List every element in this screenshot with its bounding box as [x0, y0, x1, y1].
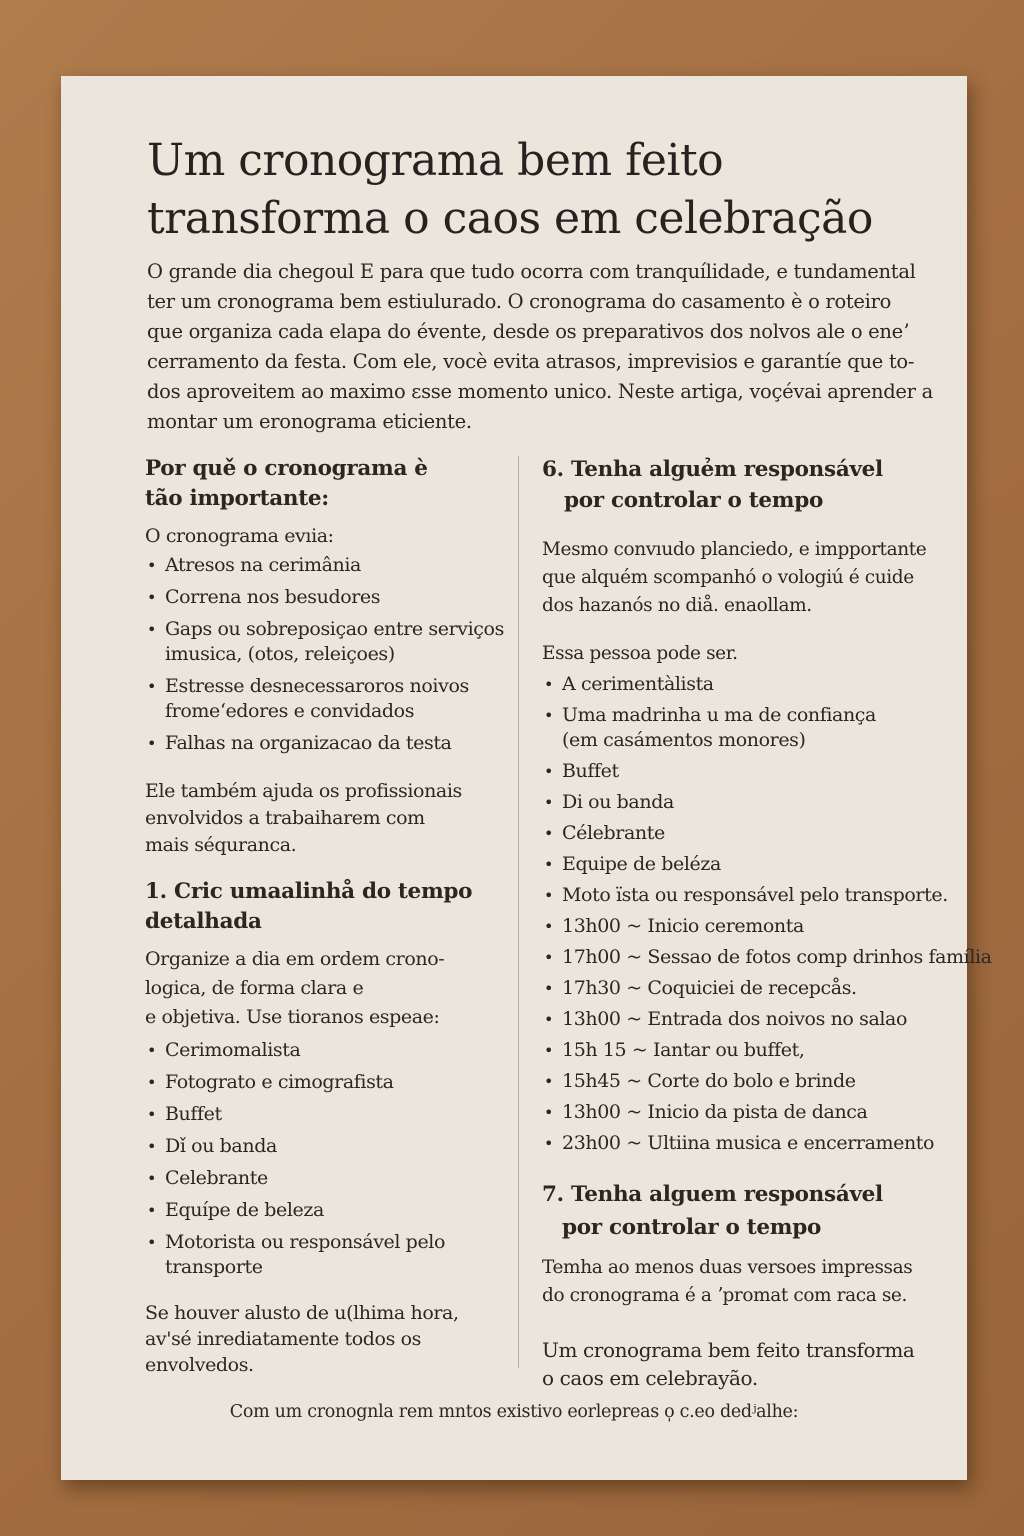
list-item: [145, 617, 505, 667]
timekeeper-schedule-list: [542, 672, 992, 1156]
list-item: [145, 1198, 505, 1223]
list-item: [542, 821, 942, 846]
paragraph-line: Mesmo convıudo planciedo, e impportante: [542, 539, 927, 560]
paragraph-last-minute: [145, 1300, 505, 1378]
section-heading-printed: [542, 1178, 942, 1244]
list-item-line: • Equípe de beleza: [165, 1199, 324, 1221]
heading-line: 7. Tenha alguem responsável: [542, 1182, 883, 1207]
list-item-line: • Di ou banda: [562, 791, 674, 813]
list-item: [542, 852, 942, 877]
list-item-line: • Célebrante: [562, 822, 665, 844]
intro-paragraph: [147, 257, 933, 437]
list-item: [542, 790, 942, 815]
paragraph-line: envolvedos.: [145, 1354, 254, 1376]
list-item-line: • 23h00 ~ Ultiina musica e encerramento: [562, 1132, 935, 1154]
article-title: [147, 132, 907, 248]
list-item-line: • A cerimentàlista: [562, 673, 714, 695]
right-column: [542, 454, 992, 1392]
list-item-line: • 13h00 ~ Inicio ceremonta: [562, 915, 804, 937]
paragraph-organize: [145, 945, 505, 1032]
list-item: [542, 1131, 942, 1156]
list-item: [542, 945, 992, 970]
list-item-line: • Atresos na cerimânia: [165, 554, 361, 576]
list-item: [542, 672, 942, 697]
paragraph-line: envolvidos a trabaiharem com: [145, 807, 425, 829]
avoid-list: [145, 553, 505, 756]
list-item: [145, 1166, 505, 1191]
list-item: [542, 1038, 942, 1063]
list-item-line: • 13h00 ~ Inicio da pista de danca: [562, 1101, 868, 1123]
list-item: [542, 914, 942, 939]
list-item: [542, 1007, 942, 1032]
heading-line: 6. Tenha alguẻm responsável: [542, 457, 883, 482]
heading-line: por controlar o tempo: [564, 488, 824, 513]
paragraph-line: av'sé inrediatamente todos os: [145, 1328, 421, 1350]
list-item-line: • 17h30 ~ Coquiciei de recepcås.: [562, 977, 857, 999]
paragraph-line: dos hazanós no diå. enaollam.: [542, 595, 812, 616]
paragraph-line: Temha ao menos duas versoes impressas: [542, 1257, 913, 1278]
intro-line: ter um cronograma bem estiulurado. O cronograma do casamento è o roteiro: [147, 290, 892, 313]
article-card: [61, 76, 992, 1480]
providers-list: [145, 1038, 505, 1280]
list-item: [145, 1038, 505, 1063]
list-item-line: fromeʻedores e convidados: [165, 700, 415, 722]
list-item: [145, 1134, 505, 1159]
list-item: [542, 703, 942, 753]
section-lead: Essa pessoa pode ser.: [542, 643, 738, 664]
list-item: [145, 1230, 505, 1280]
section-heading-timeline: [145, 877, 505, 937]
section-heading-timekeeper: [542, 454, 942, 516]
list-item-line: • Cerimomalista: [165, 1039, 301, 1061]
paragraph-timekeeper: [542, 536, 942, 620]
paragraph-printed-copies: [542, 1254, 942, 1310]
section-lead: O cronograma evıia:: [145, 525, 334, 547]
list-item: [145, 553, 505, 578]
list-item: [145, 1070, 505, 1095]
paragraph-line: que alquém scompanhó o vologiú é cuide: [542, 567, 914, 588]
paragraph-line: logica, de forma clara e: [145, 977, 364, 999]
intro-line: cerramento da festa. Com ele, vocè evita atrasos, imprevisios e garantíe que to-: [147, 350, 915, 373]
closing-statement: [542, 1336, 942, 1392]
list-item-line: • Buffet: [562, 760, 619, 782]
intro-line: que organiza cada elapa do évente, desde os preparativos dos nolvos ale o eneʼ: [147, 320, 909, 343]
list-item-line: • Moto ïsta ou responsável pelo transporte.: [562, 884, 948, 906]
intro-line: montar um eronograma eticiente.: [147, 410, 472, 433]
heading-line: por controlar o tempo: [562, 1215, 822, 1240]
paragraph-line: Um cronograma bem feito transforma: [542, 1338, 915, 1362]
list-item: [542, 883, 948, 908]
title-line: Um cronograma bem feito: [147, 135, 724, 186]
heading-line: 1. Cric umaalinhå do tempo: [145, 879, 473, 904]
list-item-line: • 15h 15 ~ Iantar ou buffet,: [562, 1039, 805, 1061]
list-item-line: • Estresse desnecessaroros noivos: [165, 675, 469, 697]
intro-line: dos aproveitem ao maximo ɛsse momento unico. Neste artiga, voçévai aprender a: [147, 380, 933, 403]
footer-line: Com um cronognla rem mntos existivo eorlepreas o̩ c.eo dedʲalhe:: [229, 1402, 799, 1422]
list-item-line: • Equipe de beléza: [562, 853, 721, 875]
list-item-line: • Uma madrinha u ma de confiança: [562, 704, 876, 726]
list-item: [145, 674, 505, 724]
paragraph-line: do cronograma é a ʼpromat com raca se.: [542, 1285, 907, 1306]
list-item: [542, 759, 942, 784]
paragraph-line: e objetiva. Use tioranos espeae:: [145, 1006, 440, 1028]
intro-line: O grande dia chegoul E para que tudo ocorra com tranquílidade, e tundamental: [147, 260, 916, 283]
list-item-line: • Gaps ou sobreposiçao entre serviços: [165, 618, 504, 640]
list-item: [542, 1100, 942, 1125]
section-heading-importance: [145, 454, 505, 514]
paragraph-line: mais séquranca.: [145, 834, 297, 856]
list-item-line: • Fotograto e cimografista: [165, 1071, 394, 1093]
list-item: [145, 1102, 505, 1127]
paragraph-line: o caos em celebrayão.: [542, 1366, 758, 1390]
paragraph-professionals: [145, 778, 505, 859]
column-divider: [518, 456, 519, 1368]
paragraph-line: Ele também ajuda os profissionais: [145, 780, 462, 802]
paragraph-line: Organize a dia em ordem crono-: [145, 948, 445, 970]
heading-line: tão importante:: [145, 486, 329, 511]
list-item-line: transporte: [165, 1256, 263, 1278]
list-item-line: • Falhas na organizacao da testa: [165, 732, 452, 754]
list-item-line: • 17h00 ~ Sessao de fotos comp drinhos família: [562, 946, 992, 968]
list-item-line: • Correna nos besudores: [165, 586, 381, 608]
list-item-line: • Motorista ou responsável pelo: [165, 1231, 446, 1253]
list-item-line: • 15h45 ~ Corte do bolo e brinde: [562, 1070, 856, 1092]
list-item: [542, 976, 942, 1001]
list-item-line: imusica, (otos, releiçoes): [165, 643, 395, 665]
list-item-line: • 13h00 ~ Entrada dos noivos no salao: [562, 1008, 908, 1030]
left-column: [145, 454, 505, 1378]
list-item: [145, 585, 505, 610]
list-item: [542, 1069, 942, 1094]
title-line: transforma o caos em celebração: [147, 193, 873, 244]
list-item-line: • Buffet: [165, 1103, 222, 1125]
list-item: [145, 731, 505, 756]
paragraph-line: Se houver alusto de u(lhima hora,: [145, 1302, 459, 1324]
heading-line: detalhada: [145, 909, 262, 934]
list-item-line: (em casámentos monores): [562, 729, 806, 751]
heading-line: Por quě o cronograma è: [145, 456, 428, 481]
list-item-line: • Dǐ ou banda: [165, 1135, 277, 1157]
list-item-line: • Celebrante: [165, 1167, 268, 1189]
